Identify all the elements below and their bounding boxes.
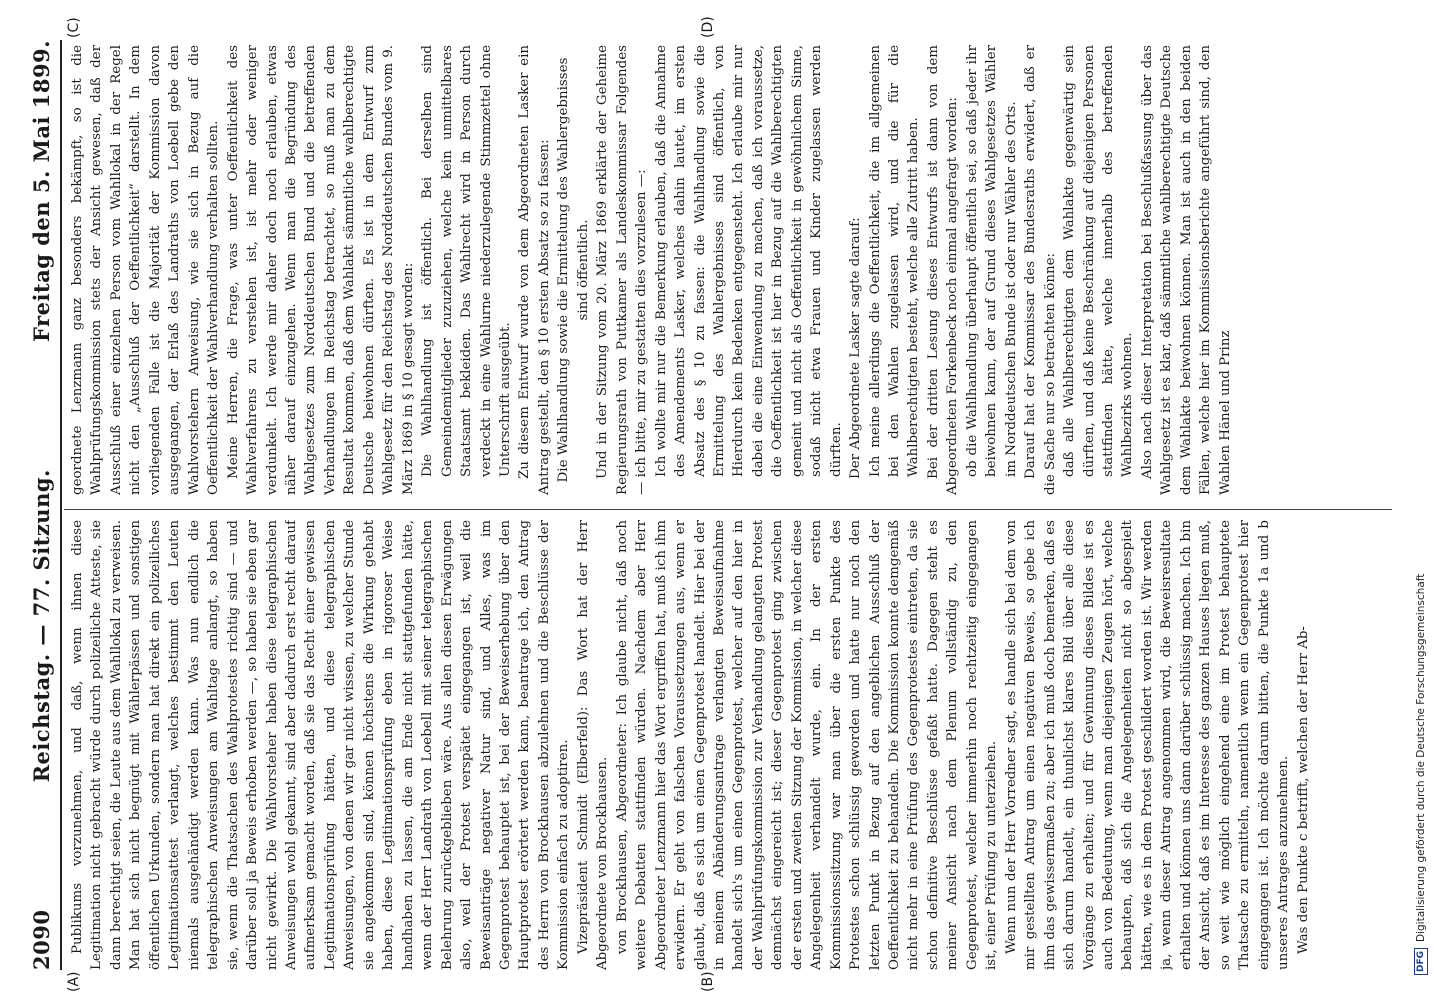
quotation: Die Wahlhandlung ist öffentlich. Bei derselben sind Gemeindemitglieder zuzuziehen, welche kein unmittelbares Staatsamt bekleiden. Das Wahlrecht wird in Person durch verdeckt in eine Wahlurne niederzulegende Stimmzettel ohne Unterschrift ausgeübt. <box>420 45 513 477</box>
paragraph: Also nach dieser Interpretation bei Beschlußfassung über das Wahlgesetz ist es klar, daß sämmtliche wahlberechtigte Deutsche dem Wahlakte beiwohnen können. Man ist auch in den beiden Fällen, welche hier im Kommissionsberichte angeführt sind, den Wahlen Hänel und Prinz <box>1139 45 1233 495</box>
quotation: daß alle Wahlberechtigten dem Wahlakte gegenwärtig sein dürften, und daß keine Beschränkung auf diejenigen Personen stattfinden hätte, welche innerhalb des betreffenden Wahlbezirks wohnen. <box>1062 45 1136 477</box>
paragraph: von Brockhausen, Abgeordneter: Ich glaube nicht, daß noch weitere Debatten stattfinden würden. Nachdem aber Herr Abgeordneter Lenzmann hier das Wort ergriffen hat, muß ich ihm erwidern. Er geht von falschen Voraussetzungen aus, wenn er glaubt, daß es sich um einen Gegenprotest handelt. Hier bei der in meinem Abänderungsantrage verlangten Beweisaufnahme handelt sich's um einen Gegenprotest, welcher auf den hier in der Wahlprüfungskommission zur Verhandlung gelangten Protest demnächst eingereicht ist; dieser Gegenprotest ging zwischen der ersten und zweiten Sitzung der Kommission, in welcher diese Angelegenheit verhandelt wurde, ein. In der ersten Kommissionssitzung war man über die ersten Punkte des Protestes schon schlüssig geworden und hatte nur noch den letzten Punkt in Bezug auf den angeblichen Ausschluß der Oeffentlichkeit zu behandeln. Die Kommission konnte demgemäß nicht mehr in eine Prüfung des Gegenprotestes eintreten, da sie schon definitive Beschlüsse gefaßt hatte. Dagegen steht es meiner Ansicht nach dem Plenum vollständig zu, den Gegenprotest, welcher immerhin noch rechtzeitig eingegangen ist, einer Prüfung zu unterziehen. <box>614 520 1000 970</box>
quotation: Ich wollte mir nur die Bemerkung erlauben, daß die Annahme des Amendements Lasker, welches dahin lautet, im ersten Absatz des § 10 zu fassen: die Wahlhandlung sowie die Ermittelung des Wahlergebnisses sind öffentlich, von Hierdurch kein Bedenken entgegensteht. Ich erlaube mir nur dabei die eine Einwendung zu machen, daß ich voraussetze, die Oeffentlichkeit ist hier in Bezug auf die Wahlberechtigten gemeint und nicht als Oeffentlichkeit in gewöhnlichem Sinne, sodaß nicht etwa Frauen und Kinder zugelassen werden dürften. <box>653 45 844 477</box>
paragraph: Publikums vorzunehmen, und daß, wenn ihnen diese Legitimation nicht gebracht würde durch polizeiliche Atteste, sie dann berechtigt seien, die Leute aus dem Wahllokal zu verweisen. Man hat sich nicht begnügt mit Wählerpässen und sonstigen öffentlichen Urkunden, sondern man hat direkt ein polizeiliches Legitimationsattest verlangt, welches bestimmt den Leuten niemals ausgehändigt werden kann. Was nun endlich die telegraphischen Anweisungen am Wahltage anlangt, so haben sie, wenn die Thatsachen des Wahlprotestes richtig sind — und darüber soll ja Beweis erhoben werden —, so haben sie eben gar nicht gewirkt. Die Wahlvorsteher haben diese telegraphischen Anweisungen wohl gekannt, sind aber dadurch erst recht darauf aufmerksam gemacht worden, daß sie das Recht einer gewissen Legitimationsprüfung hätten, und diese telegraphischen Anweisungen, von denen wir gar nicht wissen, zu welcher Stunde sie angekommen sind, können höchstens die Wirkung gehabt haben, diese Legitimationsprüfung eben in rigoroser Weise handhaben zu lassen, die am Ende nicht stattgefunden hätte, wenn der Herr Landrath von Loebell mit seiner telegraphischen Belehrung zurückgeblieben wäre. Aus allen diesen Erwägungen also, weil der Protest verspätet eingegangen ist, weil die Beweisanträge negativer Natur sind, und Alles, was im Gegenprotest behauptet ist, bei der Beweiserhebung über den Hauptprotest erörtert werden kann, beantrage ich, den Antrag des Herrn von Brockhausen abzulehnen und die Beschlüsse der Kommission einfach zu adoptiren. <box>70 520 572 970</box>
quotation: Ich meine allerdings die Oeffentlichkeit, die im allgemeinen bei den Wahlen zugelassen wird, und die für die Wahlberechtigten besteht, welche alle Zutritt haben. <box>867 45 922 477</box>
page-date: Freitag den 5. Mai 1899. <box>28 40 54 343</box>
paragraph: Der Abgeordnete Lasker sagte darauf: <box>848 217 864 479</box>
margin-marker-a: (A) <box>66 971 82 992</box>
paragraph: Was den Punkte c betrifft, welchen der Herr Ab- <box>1295 626 1311 954</box>
paragraph: Zu diesem Entwurf wurde von dem Abgeordneten Lasker ein Antrag gestellt, den § 10 ersten Absatz so zu fassen: <box>517 45 552 495</box>
paragraph: Darauf hat der Kommissar des Bundesraths erwidert, daß er die Sache nur so betrachten könne: <box>1023 45 1058 495</box>
page-number: 2090 <box>28 909 54 970</box>
page-header <box>25 40 57 970</box>
paragraph: Und in der Sitzung vom 20. März 1869 erklärte der Geheime Regierungsrath von Puttkamer als Landeskommissar Folgendes — ich bitte, mir zu gestatten dies vorzulesen —: <box>595 45 650 495</box>
paragraph: Bei der dritten Lesung dieses Entwurfs ist dann von dem Abgeordneten Forkenbeck noch einmal angefragt worden: <box>925 45 961 495</box>
quotation: Die Wahlhandlung sowie die Ermittelung des Wahlergebnisses sind öffentlich. <box>556 57 591 483</box>
paragraph: Wenn nun der Herr Vorredner sagt, es handle sich bei dem von mir gestellten Antrag um einen negativen Beweis, so gebe ich ihm das gewissermaßen zu; aber ich muß doch bemerken, daß es sich darum handelt, ein thunlichst klares Bild über alle diese Vorgänge zu erhalten; und für Gewinnung dieses Bildes ist es auch von Bedeutung, wenn man diejenigen Zeugen hört, welche behaupten, daß sich die Angelegenheiten nicht so abgespielt hätten, wie es in dem Protest geschildert worden ist. Wir werden ja, wenn dieser Antrag angenommen wird, die Beweisresultate erhalten und können uns dann darüber schlüssig machen. Ich bin der Ansicht, daß es im Interesse des ganzen Hauses liegen muß, so weit wie möglich eingehend eine im Protest behauptete Thatsache zu ermitteln, namentlich wenn ein Gegenprotest hier eingegangen ist. Ich möchte darum bitten, die Punkte 1a und b unseres Antrages anzunehmen. <box>1003 520 1292 970</box>
paragraph: geordnete Lenzmann ganz besonders bekämpft, so ist die Wahlprüfungskommission stets der Ansicht gewesen, daß der Ausschluß einer einzelnen Person vom Wahllokal in der Regel nicht den „Ausschluß der Oeffentlichkeit“ darstellt. In dem vorliegenden Falle ist die Majorität der Kommission davon ausgegangen, der Erlaß des Landraths von Loebell gebe den Wahlvorstehern Anweisung, wie sie sich in Bezug auf die Oeffentlichkeit der Wahlverhandlung verhalten sollten. <box>70 45 222 495</box>
paragraph: Meine Herren, die Frage, was unter Oeffentlichkeit des Wahlverfahrens zu verstehen ist, ist mehr oder weniger verdunkelt. Ich werde mir daher doch noch erlauben, etwas näher darauf einzugehen. Wenn man die Begründung des Wahlgesetzes zum Norddeutschen Bund und die betreffenden Verhandlungen im Reichstag betrachtet, so muß man zu dem Resultat kommen, daß dem Wahlakt sämmtliche wahlberechtigte Deutsche beiwohnen dürften. Es ist in dem Entwurf zum Wahlgesetz für den Reichstag des Norddeutschen Bundes vom 9. März 1869 in § 10 gesagt worden: <box>225 45 416 495</box>
page-title: Reichstag. — 77. Sitzung. <box>28 469 54 783</box>
left-column <box>68 520 1394 970</box>
digitization-credit <box>1414 574 1428 975</box>
quotation: ob die Wahlhandlung überhaupt öffentlich sei, so daß jeder ihr beiwohnen kann, der auf Grund dieses Wahlgesetzes Wähler im Norddeutschen Bunde ist oder nur Wähler des Orts. <box>964 45 1019 477</box>
paragraph: Vizepräsident Schmidt (Elberfeld): Das Wort hat der Herr Abgeordnete von Brockhausen. <box>575 520 611 970</box>
margin-marker-d: (D) <box>700 16 716 38</box>
dfg-logo: DFG <box>1414 948 1428 975</box>
header-rule <box>60 40 62 970</box>
margin-marker-b: (B) <box>700 971 716 992</box>
column-divider <box>64 509 1392 510</box>
margin-marker-c: (C) <box>66 17 82 38</box>
credit-text: Digitalisierung gefördert durch die Deutsche Forschungsgemeinschaft <box>1415 573 1427 942</box>
right-column <box>68 45 1394 495</box>
